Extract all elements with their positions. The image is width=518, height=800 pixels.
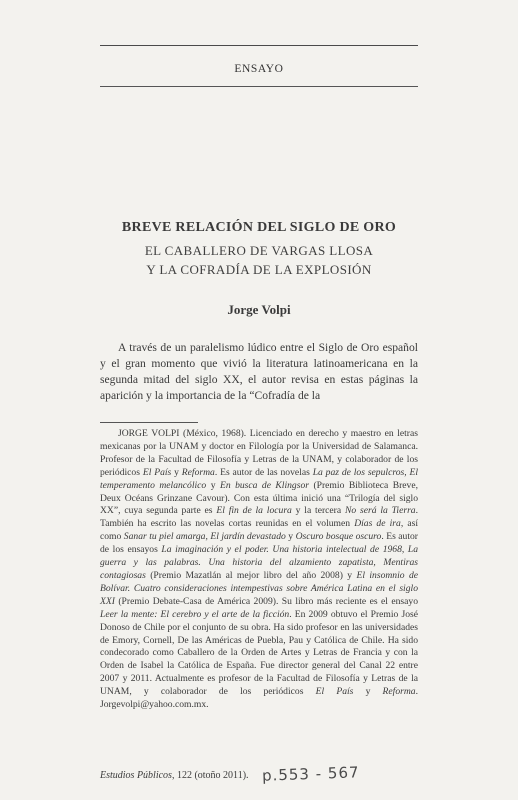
bio-text: (Premio Biblioteca Breve, Deux Océans Grinzane Cavour). Con esta última inició una “Trilogía del siglo XX”, cuya segunda parte es bbox=[100, 479, 419, 517]
author-bio-footnote bbox=[100, 428, 418, 712]
article-subtitle-line1: EL CABALLERO DE VARGAS LLOSA bbox=[144, 243, 374, 258]
bio-title: Días de ira bbox=[354, 518, 401, 530]
handwritten-page-note: p.553 - 567 bbox=[261, 763, 360, 785]
bio-text: y la tercera bbox=[291, 505, 345, 517]
bio-title: El fin de la locura bbox=[216, 505, 292, 517]
abstract-paragraph: A través de un paralelismo lúdico entre el Siglo de Oro español y el gran momento que vivió la literatura latinoamericana en la segunda mitad del siglo XX, el autor revisa en estas páginas la aparición y la importancia de la “Cofradía de la bbox=[100, 341, 418, 402]
bio-text: . Es autor de las novelas bbox=[214, 466, 313, 478]
bio-text: . En 2009 obtuvo el Premio José Donoso de Chile por el conjunto de su obra. Ha sido profesor en las universidades de Emory, Cornell, De las Américas de Puebla, Pau y Católica de Chile. Ha sido condecorado como Caballero de la Orden de Artes y Letras de Francia y con la Orden de Isabel la Católica de España. Fue director general del Canal 22 entre 2007 y 2011. Actualmente es profesor de la Facultad de Filosofía y Letras de la UNAM, y colaborador de los periódicos bbox=[100, 608, 418, 698]
article-title: BREVE RELACIÓN DEL SIGLO DE ORO bbox=[121, 220, 397, 235]
bio-title: El País bbox=[315, 686, 354, 698]
bio-title: Reforma bbox=[382, 686, 416, 698]
bio-text: . Jorgevolpi@yahoo.com.mx. bbox=[100, 686, 418, 711]
top-rule bbox=[100, 45, 418, 46]
bio-text: JORGE VOLPI (México, 1968). Licenciado en derecho y maestro en letras mexicanas por la UNAM y doctor en Filología por la Universidad de Salamanca. Profesor de la Facultad de Filosofía y Letras de la UNAM, y colaborador de los periódicos bbox=[100, 428, 418, 478]
bio-title: Sanar tu piel amarga, El jardín devastado bbox=[123, 531, 286, 543]
bio-title: La imaginación y el poder. Una historia intelectual de 1968, La guerra y las palabras. Una historia del alzamiento zapatista, Mentiras contagiosas bbox=[100, 544, 419, 581]
bio-title: Oscuro bosque oscuro bbox=[295, 531, 382, 543]
footnote-rule bbox=[100, 422, 198, 423]
bio-title: No será la Tierra bbox=[344, 505, 416, 517]
bio-text: y bbox=[206, 479, 220, 491]
bio-text: (Premio Debate-Casa de América 2009). Su libro más reciente es el ensayo bbox=[114, 595, 418, 607]
section-label: ENSAYO bbox=[234, 63, 284, 75]
journal-issue: , 122 (otoño 2011). bbox=[171, 770, 249, 781]
journal-citation bbox=[100, 770, 249, 781]
section-rule bbox=[100, 86, 418, 87]
bio-text: y bbox=[171, 466, 182, 478]
bio-title: La paz de los sepulcros, El temperamento melancólico bbox=[100, 466, 419, 491]
author-name: Jorge Volpi bbox=[227, 302, 291, 317]
bio-title: Reforma bbox=[181, 466, 215, 478]
article-subtitle-line2: Y LA COFRADÍA DE LA EXPLOSIÓN bbox=[146, 262, 372, 277]
bio-text: y bbox=[353, 686, 383, 698]
bio-text: . También ha escrito las novelas cortas reunidas en el volumen bbox=[100, 505, 419, 530]
bio-title: Leer la mente: El cerebro y el arte de la ficción bbox=[100, 608, 290, 620]
bio-text: y bbox=[285, 531, 296, 543]
journal-name: Estudios Públicos bbox=[100, 770, 172, 781]
bio-title: El País bbox=[142, 466, 172, 478]
bio-text: (Premio Mazatlán al mejor libro del año 2008) y bbox=[145, 569, 357, 581]
bio-title: En busca de Klingsor bbox=[219, 479, 309, 491]
bio-title: El insomnio de Bolívar. Cuatro consideraciones intempestivas sobre América Latina en el siglo XXI bbox=[100, 569, 418, 607]
bio-text: , así como bbox=[100, 518, 418, 543]
bio-text: . Es autor de los ensayos bbox=[100, 531, 418, 556]
